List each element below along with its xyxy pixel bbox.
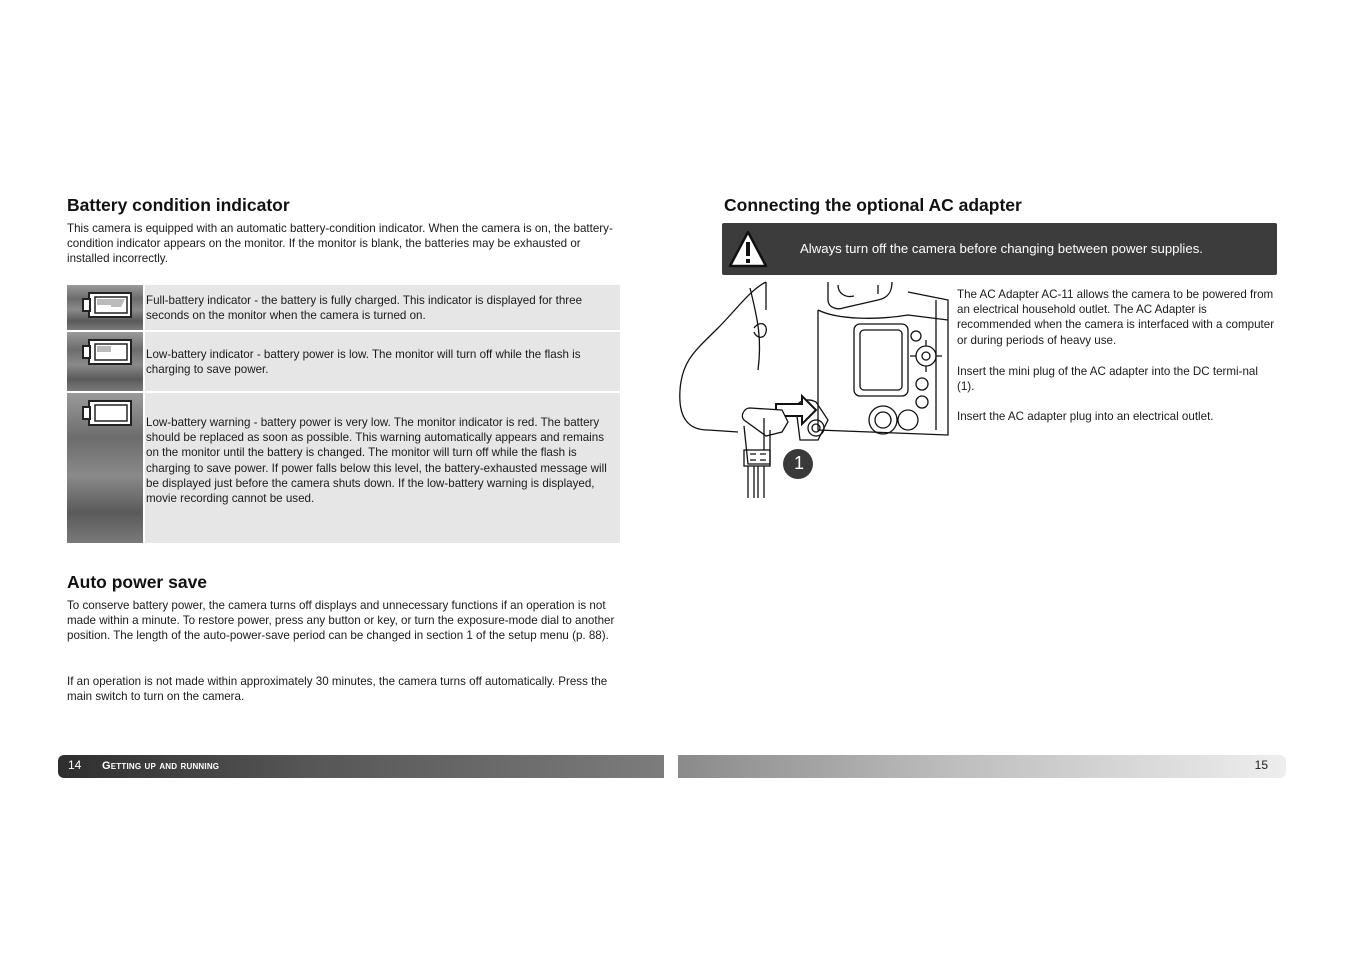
callout-number: 1: [794, 453, 805, 473]
low-battery-warning-icon: [67, 393, 143, 543]
warning-text: Always turn off the camera before changing between power supplies.: [800, 241, 1203, 256]
full-battery-icon: [67, 285, 143, 330]
indicator-text-full: Full-battery indicator - the battery is fully charged. This indicator is displayed for three seconds on the monitor when the camera is turned on.: [146, 294, 583, 323]
auto-power-heading: Auto power save: [67, 572, 208, 592]
low-battery-icon: [67, 332, 143, 391]
warning-icon: [728, 229, 768, 269]
page-number-right: 15: [1254, 758, 1268, 772]
right-footer-bar: [678, 755, 1286, 778]
battery-heading: Battery condition indicator: [67, 195, 290, 215]
ac-para2: Insert the mini plug of the AC adapter into the DC termi-nal (1).: [957, 365, 1258, 394]
left-footer-bar: [58, 755, 664, 778]
warning-banner: [722, 223, 1277, 275]
indicator-row-warning: [67, 393, 620, 543]
ac-para1: The AC Adapter AC-11 allows the camera to be powered from an electrical household outlet. The AC Adapter is recommended when the camera is interfaced with a computer or during periods of heavy use.: [957, 288, 1275, 347]
indicator-row-full: [67, 285, 620, 330]
auto-power-para2: If an operation is not made within approximately 30 minutes, the camera turns off automatically. Press the main switch to turn on the camera.: [67, 675, 608, 704]
ac-para3: Insert the AC adapter plug into an electrical outlet.: [957, 410, 1214, 423]
auto-power-para1: To conserve battery power, the camera turns off displays and unnecessary functions if an operation is not made within a minute. To restore power, press any button or key, or turn the exposure-mode dial to another position. The length of the auto-power-save period can be changed in section 1 of the setup menu (p. 88).: [67, 599, 615, 643]
indicator-row-low: [67, 332, 620, 391]
camera-dc-terminal-illustration: [678, 280, 950, 500]
indicator-text-warning: Low-battery warning - battery power is very low. The monitor indicator is red. The battery should be replaced as soon as possible. This warning automatically appears and remains on the monitor until the battery is changed. The monitor will turn off while the flash is charging to save power. If power falls below this level, the battery-exhausted message will be displayed just before the camera shuts down. If the low-battery warning is displayed, movie recording cannot be used.: [146, 416, 607, 506]
battery-intro: This camera is equipped with an automatic battery-condition indicator. When the camera is on, the battery-condition indicator appears on the monitor. If the monitor is blank, the batteries may be exhausted or installed incorrectly.: [67, 222, 613, 266]
page-number-left: 14: [68, 758, 82, 772]
ac-adapter-heading: Connecting the optional AC adapter: [724, 195, 1022, 215]
indicator-text-low: Low-battery indicator - battery power is low. The monitor will turn off while the flash is charging to save power.: [146, 348, 581, 377]
section-title: Getting up and running: [102, 760, 220, 772]
